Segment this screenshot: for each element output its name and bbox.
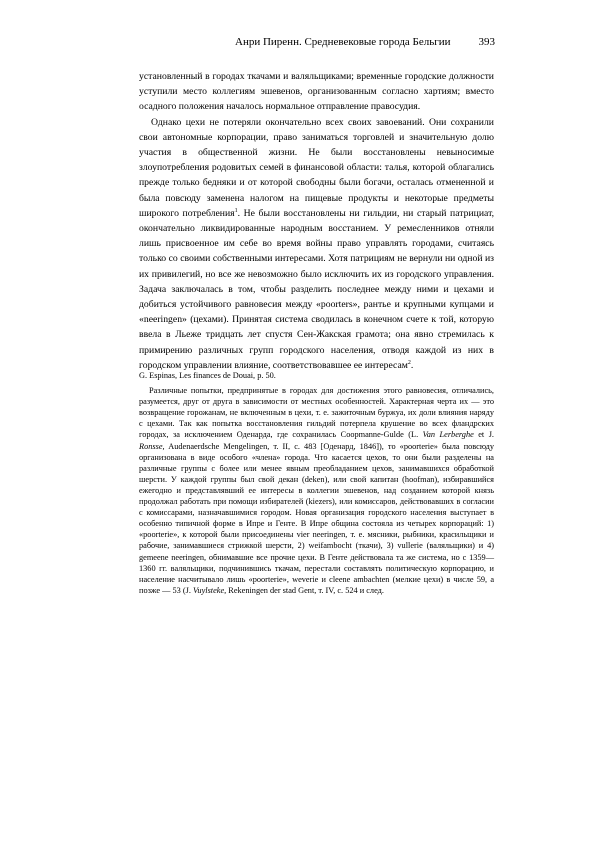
footnote-1-author: G. Espinas, xyxy=(139,371,178,380)
footnotes xyxy=(139,370,494,596)
footnote-ref-2: 2 xyxy=(407,359,411,366)
paragraph-1: установленный в городах ткачами и валяльщиками; временные городские должности уступили место коллегиям эшевенов, организованным согласно хартиям; вместо осадного положения началось нормальное отправление правосудия. xyxy=(139,71,494,113)
footnote-2-author-3: Vuylsteke, xyxy=(192,585,227,595)
running-title: Анри Пиренн. Средневековые города Бельгии xyxy=(235,36,451,48)
paragraph-2-part-b: . Не были восстановлены ни гильдии, ни старый патрициат, окончательно ликвидированные народным восстанием. У ремесленников отняли лишь присвоенное им себе во время войны право управлять городами, считаясь только со своими собственными интересами. Хотя патрициям не вернули ни одной из их привилегий, но все же невозможно было исключить их из городского управления. Задача заключалась в том, чтобы разделить последнее между ними и цехами и добиться устойчивого равновесия между «poorters», рантье и крупными купцами и «neeringen» (цехами). Принятая система сводилась в конечном счете к той, которую ввела в Льеже тридцать лет спустя Сен-Жакская грамота; она явно стремилась к примирению различных групп городского населения, отводя каждой из них в городском управлении влияние, соответствовавшее ее интересам xyxy=(139,207,494,371)
footnote-1 xyxy=(139,370,494,381)
footnote-2 xyxy=(139,385,494,596)
footnote-ref-1: 1 xyxy=(234,207,238,214)
footnote-1-text: Les finances de Douai, p. 50. xyxy=(177,371,276,380)
footnote-2-part-c: Audenaerdsche Mengelingen, т. II, с. 483 [Оденард, 1846]), то «poorterie» была повсюду организована в виде особого «члена» города. Что касается цехов, то они были разделены на различные группы с более или менее явным преобладанием цехов, занимавшихся обработкой шерсти. У каждой группы был свой декан (deken), или свой капитан (hoofman), избиравшийся ежегодно и представлявший ее интересы в коллегии эшевенов, над созданием которой князь продолжал работать при помощи избирателей (kiezers), или комиссаров, действовавших в согласии с комиссарами, назначавшимися городом. Новая организация городского населения выступает в особенно типичной форме в Ипре и Генте. В Ипре община состояла из четырех корпораций: 1) «poorterie», к которой были присоединены vier neeringen, т. е. мясники, рыбники, красильщики и рабочие, занимавшиеся стрижкой шерсти, 2) weifambocht (ткачи), 3) vullerie (валяльщики) и 4) gemeene neeringen, обнимавшие все прочие цехи. В Генте действовала та же система, но с 1359—1360 гг. валяльщики, подчинившись ткачам, перестали составлять политическую корпорацию, и население насчитывало лишь «poorterie», weverie и cleene ambachten (мелкие цехи) в числе 59, а позже — 53 (J. xyxy=(139,441,494,595)
footnote-2-part-b: et J. xyxy=(473,430,495,440)
footnote-2-author-2: Ronsse, xyxy=(139,441,165,451)
main-text xyxy=(139,69,494,373)
paragraph-2-part-a: Однако цехи не потеряли окончательно всех своих завоеваний. Они сохранили свои автономные корпорации, право заниматься торговлей и значительную долю участия в общественной жизни. Не были восстановлены невыносимые злоупотребления родовитых семей в финансовой области: талья, которой облагались прежде только бедняки и от которой свободны были богачи, осталась отмененной и была повсюду заменена налогом на пищевые продукты и некоторые предметы широкого потребления xyxy=(139,116,494,219)
page-number: 393 xyxy=(478,36,495,48)
footnote-2-part-a: Различные попытки, предпринятые в городах для достижения этого равновесия, отличались, разумеется, друг от друга в зависимости от местных особенностей. Характерная черта их — это возвращение горожанам, не включенным в цехи, т. е. зажиточным буржуа, их доли влияния наряду с цехами. Так как попытка восстановления гильдий потерпела крушение во всех фландрских городах, за исключением Оденарда, где сохранилась Coopmanne-Gulde (L. xyxy=(139,386,494,440)
paragraph-2-end: . xyxy=(410,359,414,371)
paragraph-2 xyxy=(139,115,494,373)
footnote-2-part-d: Rekeningen der stad Gent, т. IV, с. 524 и след. xyxy=(226,585,384,595)
running-header xyxy=(140,36,495,52)
footnote-2-author-1: Van Lerberghe xyxy=(422,430,474,440)
